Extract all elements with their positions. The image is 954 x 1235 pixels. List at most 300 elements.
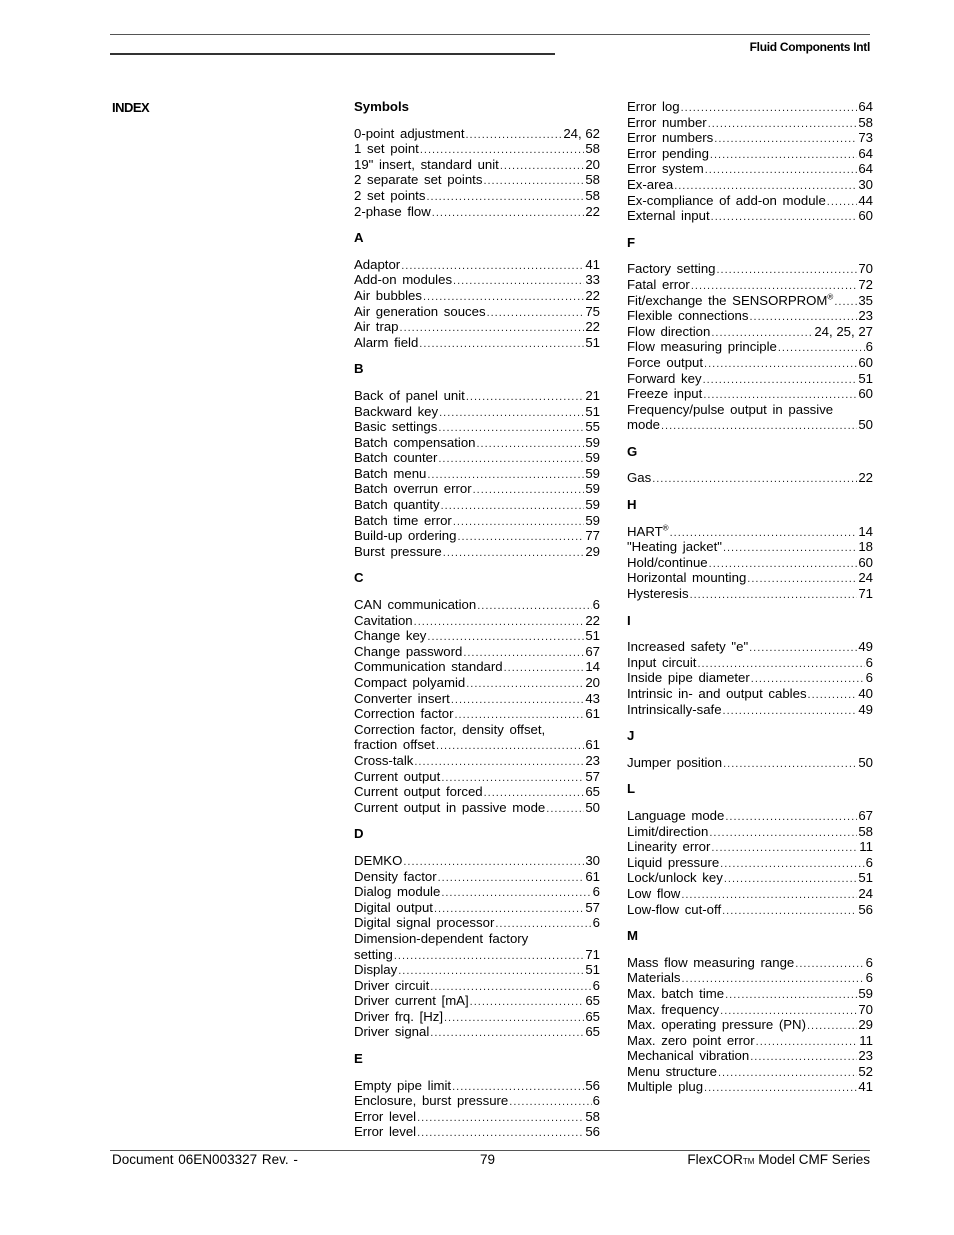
index-entry [354,304,600,320]
index-entry [627,870,873,886]
index-term: 0-point adjustment [354,125,465,141]
section-letter: G [627,443,638,459]
page-reference: 20 [585,675,600,690]
dot-leader [483,174,584,190]
page-reference: 30 [585,852,600,868]
index-term: Max. batch time [627,985,725,1001]
index-entry [354,157,600,173]
index-entry [354,644,600,660]
index-entry [354,915,600,931]
section-letter: E [354,1051,363,1067]
dot-leader [394,949,584,965]
page-reference: 61 [585,737,600,753]
trademark-mark: TM [742,1157,755,1166]
dot-leader [466,677,584,693]
index-term: Driver circuit [354,977,430,993]
index-term: Lock/unlock key [627,870,723,886]
index-entry [354,737,600,753]
index-term: Low flow [627,885,681,901]
page-reference: 50 [585,799,600,815]
page-reference: 50 [858,417,873,433]
page-reference: 29 [585,543,600,559]
index-term: Freeze input [627,386,703,402]
index-entry [627,339,873,355]
dot-leader [808,688,858,704]
index-entry [627,355,873,371]
index-title: INDEX [112,100,150,115]
index-term: Force output [627,354,704,370]
index-term: Forward key [627,370,702,386]
index-entry [354,172,600,188]
page-reference: 50 [858,754,873,770]
dot-leader [477,599,591,615]
index-entry [354,869,600,885]
index-entry [627,99,873,115]
page-reference: 60 [858,354,873,370]
index-entry [627,902,873,918]
page-reference: 67 [585,643,600,659]
index-entry [354,613,600,629]
index-term: Backward key [354,403,439,419]
index-term: "Heating jacket" [627,539,722,555]
page-reference: 61 [585,706,600,722]
header-rule [110,34,870,35]
index-section [354,826,600,1040]
page-reference: 24 [858,885,873,901]
page-reference: 14 [858,523,873,539]
dot-leader [750,1050,857,1066]
page-reference: 55 [585,419,600,435]
page-reference: 11 [859,1032,873,1048]
index-entry [627,417,873,433]
dot-leader [661,419,857,435]
index-entry [354,544,600,560]
index-term: Flexible connections [627,308,749,324]
index-term: External input [627,208,710,224]
index-term: Correction factor [354,706,454,722]
index-term: setting [354,946,393,962]
dot-leader [724,872,858,888]
dot-leader [723,704,858,720]
page-reference: 70 [858,1001,873,1017]
dot-leader [652,472,857,488]
page-reference: 29 [858,1017,873,1033]
index-term: Jumper position [627,754,723,770]
page-reference: 22 [585,203,600,219]
page-reference: 58 [858,114,873,130]
index-entry [627,1048,873,1064]
page-reference: 22 [858,470,873,486]
page-reference: 22 [585,319,600,335]
index-entry [354,257,600,273]
dot-leader [451,693,585,709]
page-reference: 23 [585,752,600,768]
index-entry [354,450,600,466]
page-reference: 56 [858,901,873,917]
index-entry [354,435,600,451]
page-reference: 61 [585,868,600,884]
index-section [354,570,600,815]
dot-leader [457,530,584,546]
index-entry [627,686,873,702]
dot-leader [834,295,857,311]
index-term: Build-up ordering [354,528,457,544]
section-letter: H [627,497,637,513]
index-term: Materials [627,970,681,986]
page-reference: 6 [592,597,600,613]
index-entry [627,808,873,824]
index-entry [354,513,600,529]
index-term: Back of panel unit [354,387,465,403]
page-reference: 22 [585,287,600,303]
page-reference: 6 [865,339,873,355]
index-entry [627,324,873,340]
index-entry [627,839,873,855]
index-entry [627,755,873,771]
dot-leader [710,148,857,164]
index-term: Batch compensation [354,434,476,450]
index-term: Batch overrun error [354,481,472,497]
index-entry [627,986,873,1002]
dot-leader [509,1095,591,1111]
page-reference: 52 [858,1063,873,1079]
page-reference: 59 [858,985,873,1001]
page-number: 79 [480,1152,496,1167]
index-term: Change key [354,628,427,644]
index-term: Mechanical vibration [627,1048,750,1064]
index-term: Error log [627,99,680,114]
index-entry [627,970,873,986]
index-term: Flow measuring principle [627,339,777,355]
page-reference: 6 [592,1093,600,1109]
index-term: Error pending [627,145,709,161]
index-entry [627,261,873,277]
product-name: FlexCORTM Model CMF Series [687,1152,870,1167]
page-reference: 51 [585,403,600,419]
page-reference: 6 [865,954,873,970]
index-entry [627,886,873,902]
index-term: 2 set points [354,187,426,203]
index-term: Linearity error [627,839,711,855]
index-entry [627,115,873,131]
index-term: Increased safety "e" [627,639,749,655]
index-term: Limit/direction [627,823,709,839]
page-reference: 43 [585,690,600,706]
page-reference: 65 [585,1008,600,1024]
page-reference: 59 [585,465,600,481]
dot-leader [546,802,584,818]
page-reference: 59 [585,497,600,513]
index-entry [354,900,600,916]
index-entry [627,702,873,718]
index-section [627,444,873,486]
index-term: mode [627,417,660,433]
index-entry [354,769,600,785]
index-term: Enclosure, burst pressure [354,1093,509,1109]
page-reference: 60 [858,386,873,402]
dot-leader [747,572,857,588]
index-term: Max. frequency [627,1001,720,1017]
index-entry [354,1124,600,1140]
dot-leader [470,995,585,1011]
section-letter: C [354,570,364,586]
footer-rule [110,1150,870,1151]
dot-leader [466,128,563,144]
header-rule-thick [110,53,555,55]
dot-leader [708,117,858,133]
dot-leader [756,1035,859,1051]
index-section [354,99,600,219]
index-entry [354,481,600,497]
dot-leader [466,390,584,406]
index-section [627,99,873,224]
index-term: Digital signal processor [354,915,495,931]
page-reference: 72 [858,276,873,292]
index-entry [354,419,600,435]
dot-leader [438,452,584,468]
index-term: Flow direction [627,323,711,339]
page-reference: 77 [585,528,600,544]
index-section [627,928,873,1095]
index-entry [627,146,873,162]
index-entry [354,784,600,800]
index-term: Error numbers [627,130,714,146]
section-letter: Symbols [354,99,409,114]
index-term: Driver signal [354,1024,430,1040]
index-entry [354,497,600,513]
page-reference: 6 [592,884,600,900]
index-term: Language mode [627,807,725,823]
page-reference: 22 [585,612,600,628]
index-term: CAN communication [354,597,477,613]
index-entry [354,388,600,404]
index-term: Air generation souces [354,303,486,319]
index-entry [627,293,873,309]
registered-mark: ® [827,292,834,302]
dot-leader [749,641,857,657]
page-reference: 64 [858,161,873,177]
index-term: Max. operating pressure (PN) [627,1017,806,1033]
index-term: Low-flow cut-off [627,901,722,917]
index-entry [354,1078,600,1094]
index-term: Driver frq. [Hz] [354,1008,443,1024]
index-section [354,1051,600,1140]
dot-leader [414,615,585,631]
dot-leader [714,132,857,148]
page-reference: 6 [592,977,600,993]
section-letter: L [627,781,636,797]
index-term: 2-phase flow [354,203,431,219]
dot-leader [681,101,858,117]
index-term: Hold/continue [627,554,708,570]
index-entry [354,1109,600,1125]
page-reference: 58 [585,141,600,157]
index-entry [354,675,600,691]
page-reference: 6 [865,670,873,686]
dot-leader [718,1066,857,1082]
index-entry [627,177,873,193]
index-entry [627,1017,873,1033]
registered-mark: ® [662,523,669,533]
section-letter: J [627,728,635,744]
index-term: Digital output [354,899,433,915]
index-term: Horizontal mounting [627,570,747,586]
index-entry [354,319,600,335]
index-term: Liquid pressure [627,854,720,870]
index-entry [354,884,600,900]
index-entry [354,404,600,420]
index-term: Density factor [354,868,437,884]
index-term: Current output in passive mode [354,799,546,815]
dot-leader [717,263,858,279]
index-entry [354,659,600,675]
page-reference: 60 [858,208,873,224]
dot-leader [453,274,584,290]
page-reference: 58 [585,172,600,188]
page-reference: 64 [858,145,873,161]
index-term: Menu structure [627,1063,717,1079]
page-reference: 51 [585,334,600,350]
page-reference: 51 [585,628,600,644]
dot-leader [807,1019,857,1035]
dot-leader [419,337,584,353]
index-term: Current output [354,768,441,784]
dot-leader [432,206,585,222]
page-reference: 21 [585,387,600,403]
page-reference: 57 [585,768,600,784]
dot-leader [704,357,857,373]
index-entry [627,855,873,871]
index-entry [354,1009,600,1025]
dot-leader [477,437,585,453]
index-section [627,613,873,718]
page-reference: 71 [858,586,873,602]
index-entry [627,1064,873,1080]
page-reference: 6 [592,915,600,931]
page-reference: 65 [585,784,600,800]
index-section [627,235,873,433]
page-reference: 58 [585,1108,600,1124]
page-reference: 57 [585,899,600,915]
index-section [627,781,873,917]
section-letter: A [354,230,364,246]
index-term: Display [354,962,398,978]
page-reference: 30 [858,176,873,192]
page-reference: 11 [859,839,873,855]
index-term: Burst pressure [354,543,442,559]
index-entry [627,193,873,209]
index-term: Multiple plug [627,1079,704,1095]
index-term: Inside pipe diameter [627,670,750,686]
dot-leader [725,810,857,826]
index-term: Intrinsically-safe [627,701,722,717]
index-term: Cavitation [354,612,413,628]
dot-leader [723,541,857,557]
index-entry [354,188,600,204]
index-entry [627,570,873,586]
index-term: Batch menu [354,465,427,481]
company-name: Fluid Components Intl [749,40,870,54]
dot-leader [417,1111,584,1127]
dot-leader [703,373,858,389]
page-reference: 23 [858,1048,873,1064]
page-reference: 41 [585,256,600,272]
page-reference: 65 [585,993,600,1009]
dot-leader [426,190,584,206]
page-reference: 40 [858,686,873,701]
index-term: Dialog module [354,884,441,900]
index-entry [627,161,873,177]
index-term: Air bubbles [354,287,422,303]
dot-leader [417,1126,584,1142]
dot-leader [439,406,584,422]
dot-leader [441,499,585,515]
index-entry [627,130,873,146]
index-entry [354,993,600,1009]
index-entry [354,978,600,994]
index-term: Empty pipe limit [354,1077,452,1093]
index-term: fraction offset [354,737,435,753]
index-term: 2 separate set points [354,172,483,188]
index-entry [627,1002,873,1018]
index-term: Gas [627,470,652,486]
page-reference: 71 [585,946,600,962]
index-entry [354,753,600,769]
page-reference: 51 [858,370,873,386]
index-term: Basic settings [354,419,438,435]
section-letter: F [627,234,636,250]
index-term: Add-on modules [354,272,453,288]
page-reference: 64 [858,99,873,114]
index-entry [627,639,873,655]
dot-leader [778,341,865,357]
index-entry [354,466,600,482]
index-section [627,728,873,770]
dot-leader [709,826,857,842]
page-reference: 24 [858,570,873,586]
index-term: Communication standard [354,659,503,675]
dot-leader [704,1081,857,1097]
index-term: Converter insert [354,690,450,706]
index-term: Driver current [mA] [354,993,469,1009]
index-term: Current output forced [354,784,483,800]
page-reference: 56 [585,1124,600,1140]
index-entry [354,1024,600,1040]
page-reference: 24, 25, 27 [814,323,873,339]
page-reference: 75 [585,303,600,319]
index-entry [354,528,600,544]
dot-leader [400,321,585,337]
page-reference: 60 [858,554,873,570]
dot-leader [487,306,585,322]
document-number: Document 06EN003327 Rev. - [112,1152,298,1167]
index-entry [627,208,873,224]
index-term: Adaptor [354,256,401,272]
dot-leader [723,757,857,773]
index-entry [627,655,873,671]
dot-leader [443,546,585,562]
index-entry [627,586,873,602]
index-entry [354,597,600,613]
dot-leader [430,1026,584,1042]
index-section [354,361,600,559]
index-entry [627,539,873,555]
index-entry [354,628,600,644]
section-letter: B [354,361,364,377]
page-reference: 59 [585,434,600,450]
dot-leader [441,886,591,902]
dot-leader [438,871,585,887]
